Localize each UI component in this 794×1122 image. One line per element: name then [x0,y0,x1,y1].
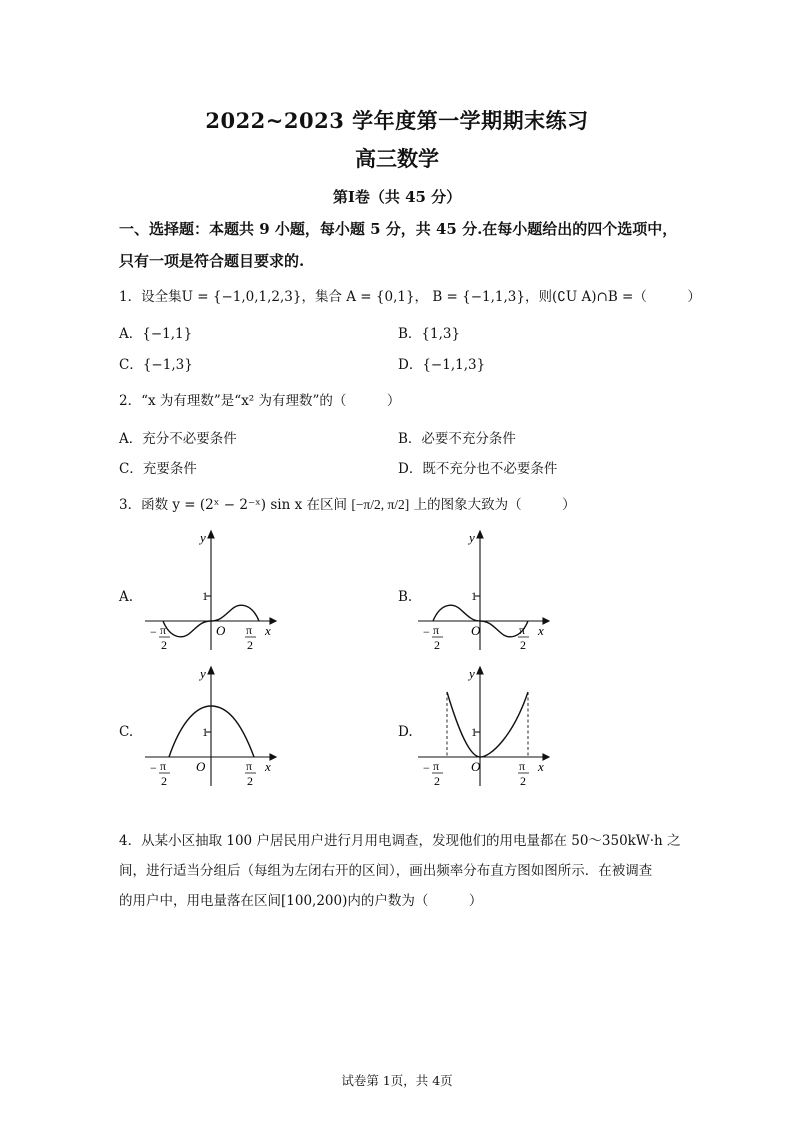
x-axis-arrow [543,754,549,760]
q1-option-b: B．{1,3} [398,326,461,342]
pi-right: π [246,623,253,637]
two-right: 2 [520,638,526,652]
question-4-line2: 间，进行适当分组后（每组为左闭右开的区间），画出频率分布直方图如图所示．在被调查 [119,863,653,879]
section-heading-line1: 一、选择题：本题共 9 小题，每小题 5 分，共 45 分.在每小题给出的四个选项中， [119,220,678,238]
question-3 [119,493,576,513]
q3-graph-b [413,528,553,654]
part-title: 第I卷（共 45 分） [332,188,462,206]
q3-label-b: B. [398,589,413,605]
question-4-line3: 的用户中，用电量落在区间[100,200)内的户数为（ ） [119,893,483,909]
two-left: 2 [434,638,440,652]
q2-option-b: B．必要不充分条件 [398,431,516,447]
q3-graph-d [413,664,553,790]
origin-label: O [471,759,481,774]
x-axis-arrow [270,754,276,760]
question-2: 2．“x 为有理数”是“x² 为有理数”的（ ） [119,393,401,409]
two-right: 2 [247,774,253,788]
x-label: x [265,623,271,638]
neg-sign: − [150,761,157,775]
pi-right: π [519,759,526,773]
y-label: y [469,530,475,545]
neg-sign: − [150,625,157,639]
q3-label-a: A. [119,589,134,605]
curve [447,692,528,757]
y-axis-arrow [208,667,214,674]
x-label: x [538,623,544,638]
q3-graph-c [140,664,280,790]
y-label: y [200,666,206,681]
pi-left: π [433,623,440,637]
q3-label-c: C. [119,724,134,740]
q1-option-c: C．{−1,3} [119,357,193,373]
one-label: 1 [471,725,477,739]
question-1: 1．设全集U = {−1,0,1,2,3}，集合 A = {0,1}， B = {−1,1,3}，则(∁U A)∩B =（ ） [119,289,701,305]
two-right: 2 [520,774,526,788]
pi-left: π [433,759,440,773]
one-label: 1 [202,725,208,739]
question-4-line1: 4．从某小区抽取 100 户居民用户进行月用电调查，发现他们的用电量都在 50～350kW·h 之 [119,833,681,849]
q2-option-a: A．充分不必要条件 [119,431,237,447]
origin-label: O [471,623,481,638]
origin-label: O [216,623,226,638]
pi-right: π [519,623,526,637]
two-right: 2 [247,638,253,652]
y-label: y [200,530,206,545]
q3-graph-a [140,528,280,654]
y-axis-arrow [208,531,214,538]
section-heading-line2: 只有一项是符合题目要求的. [119,252,305,270]
one-label: 1 [471,589,477,603]
q1-option-d: D．{−1,1,3} [398,357,486,373]
y-label: y [469,666,475,681]
q1-option-a: A．{−1,1} [119,326,193,342]
neg-sign: − [423,625,430,639]
y-axis-arrow [477,667,483,674]
origin-label: O [196,759,206,774]
one-label: 1 [202,589,208,603]
y-axis-arrow [477,531,483,538]
x-axis-arrow [270,618,276,624]
neg-sign: − [423,761,430,775]
page-footer: 试卷第 1页，共 4页 [341,1073,453,1088]
pi-right: π [246,759,253,773]
q3-prefix: 3．函数 y = (2ˣ − 2⁻ˣ) sin x 在区间 [119,497,348,513]
two-left: 2 [161,774,167,788]
x-label: x [538,759,544,774]
q3-interval: [−π/2, π/2] [351,497,410,512]
pi-left: π [160,623,167,637]
two-left: 2 [161,638,167,652]
q3-label-d: D. [398,724,413,740]
pi-left: π [160,759,167,773]
q2-option-c: C．充要条件 [119,461,197,477]
exam-title: 2022~2023 学年度第一学期期末练习 [205,108,589,133]
q3-suffix: 上的图象大致为（ ） [413,497,576,513]
q2-option-d: D．既不充分也不必要条件 [398,461,558,477]
x-label: x [265,759,271,774]
x-axis-arrow [543,618,549,624]
two-left: 2 [434,774,440,788]
subject-title: 高三数学 [355,146,439,171]
